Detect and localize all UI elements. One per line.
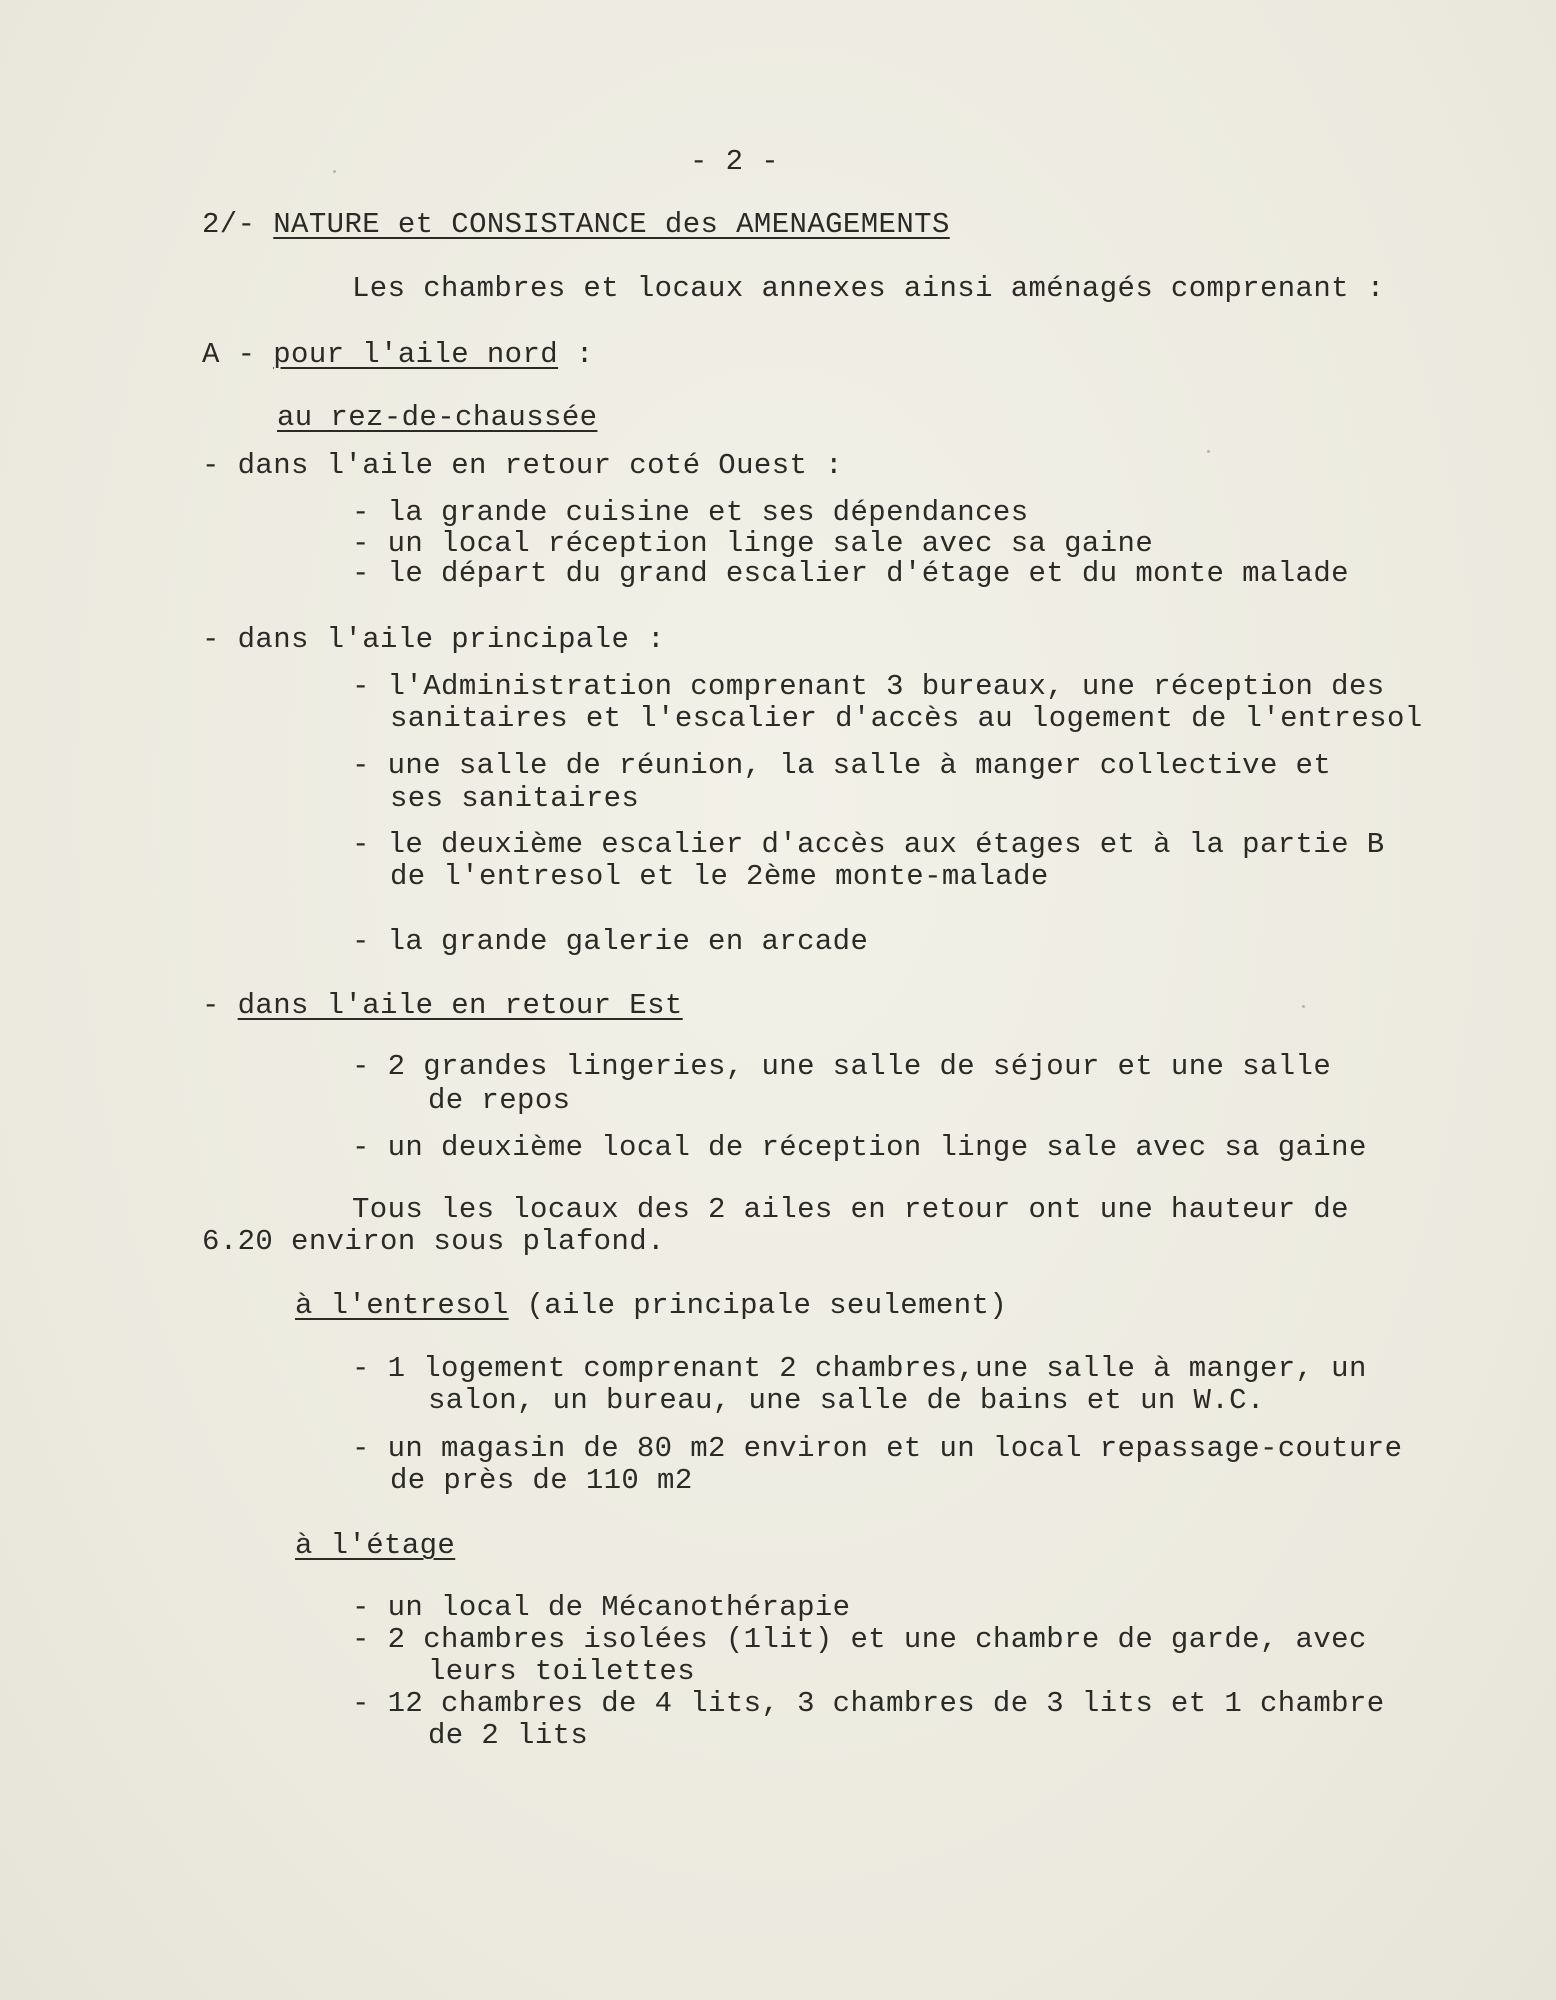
list-item: - la grande galerie en arcade — [352, 925, 869, 958]
ouest-heading — [202, 450, 843, 482]
height-note: Tous les locaux des 2 ailes en retour ont une hauteur de — [352, 1193, 1349, 1226]
list-item: - le deuxième escalier d'accès aux étages et à la partie B — [352, 828, 1385, 861]
list-item-continuation: de près de 110 m2 — [390, 1464, 693, 1497]
paper-speck — [1207, 450, 1210, 453]
entresol-suffix: (aile principale seulement) — [526, 1289, 1008, 1322]
part-a-title: pour l'aile nord — [273, 338, 559, 371]
list-item: - la grande cuisine et ses dépendances — [352, 496, 1029, 529]
section-title: NATURE et CONSISTANCE des AMENAGEMENTS — [273, 208, 950, 241]
list-item: - 12 chambres de 4 lits, 3 chambres de 3 lits et 1 chambre — [352, 1687, 1385, 1720]
principale-heading — [202, 624, 665, 656]
list-item-continuation: salon, un bureau, une salle de bains et un W.C. — [428, 1384, 1265, 1417]
list-item-continuation: sanitaires et l'escalier d'accès au logement de l'entresol — [390, 702, 1423, 735]
section-heading — [202, 209, 950, 241]
list-item: - 1 logement comprenant 2 chambres,une salle à manger, un — [352, 1352, 1367, 1385]
list-item-continuation: de repos — [428, 1084, 571, 1117]
list-item: - le départ du grand escalier d'étage et du monte malade — [352, 557, 1349, 590]
section-number: 2/- — [202, 208, 256, 241]
list-item: - un magasin de 80 m2 environ et un local repassage-couture — [352, 1432, 1403, 1465]
rdc-heading: au rez-de-chaussée — [277, 401, 598, 434]
principale-label: dans l'aile principale : — [237, 623, 665, 656]
entresol-title: à l'entresol — [295, 1289, 509, 1322]
etage-heading: à l'étage — [295, 1529, 456, 1562]
list-item: - l'Administration comprenant 3 bureaux, une réception des — [352, 670, 1385, 703]
est-heading — [202, 990, 683, 1022]
height-note-continuation: 6.20 environ sous plafond. — [202, 1225, 665, 1258]
paper-speck — [333, 170, 336, 173]
part-a-heading — [202, 339, 594, 371]
list-item-continuation: de 2 lits — [428, 1719, 589, 1752]
ouest-label: dans l'aile en retour coté Ouest : — [237, 449, 843, 482]
paper-speck — [1302, 1005, 1305, 1008]
list-item: - 2 chambres isolées (1lit) et une chambre de garde, avec — [352, 1623, 1367, 1656]
list-item: - un deuxième local de réception linge sale avec sa gaine — [352, 1131, 1367, 1164]
part-a-label: A - — [202, 338, 256, 371]
est-dash: - — [202, 989, 220, 1022]
list-item-continuation: leurs toilettes — [428, 1655, 696, 1688]
list-item: - 2 grandes lingeries, une salle de séjour et une salle — [352, 1050, 1332, 1083]
est-label: dans l'aile en retour Est — [237, 989, 683, 1022]
intro-text: Les chambres et locaux annexes ainsi aménagés comprenant : — [352, 272, 1385, 305]
ouest-dash: - — [202, 449, 220, 482]
list-item-continuation: ses sanitaires — [390, 782, 640, 815]
principale-dash: - — [202, 623, 220, 656]
page-number: - 2 - — [690, 145, 780, 178]
entresol-heading — [295, 1290, 1007, 1322]
list-item-continuation: de l'entresol et le 2ème monte-malade — [390, 860, 1049, 893]
list-item: - une salle de réunion, la salle à manger collective et — [352, 749, 1332, 782]
part-a-colon: : — [575, 338, 594, 371]
list-item: - un local de Mécanothérapie — [352, 1591, 851, 1624]
list-item: - un local réception linge sale avec sa gaine — [352, 527, 1154, 560]
